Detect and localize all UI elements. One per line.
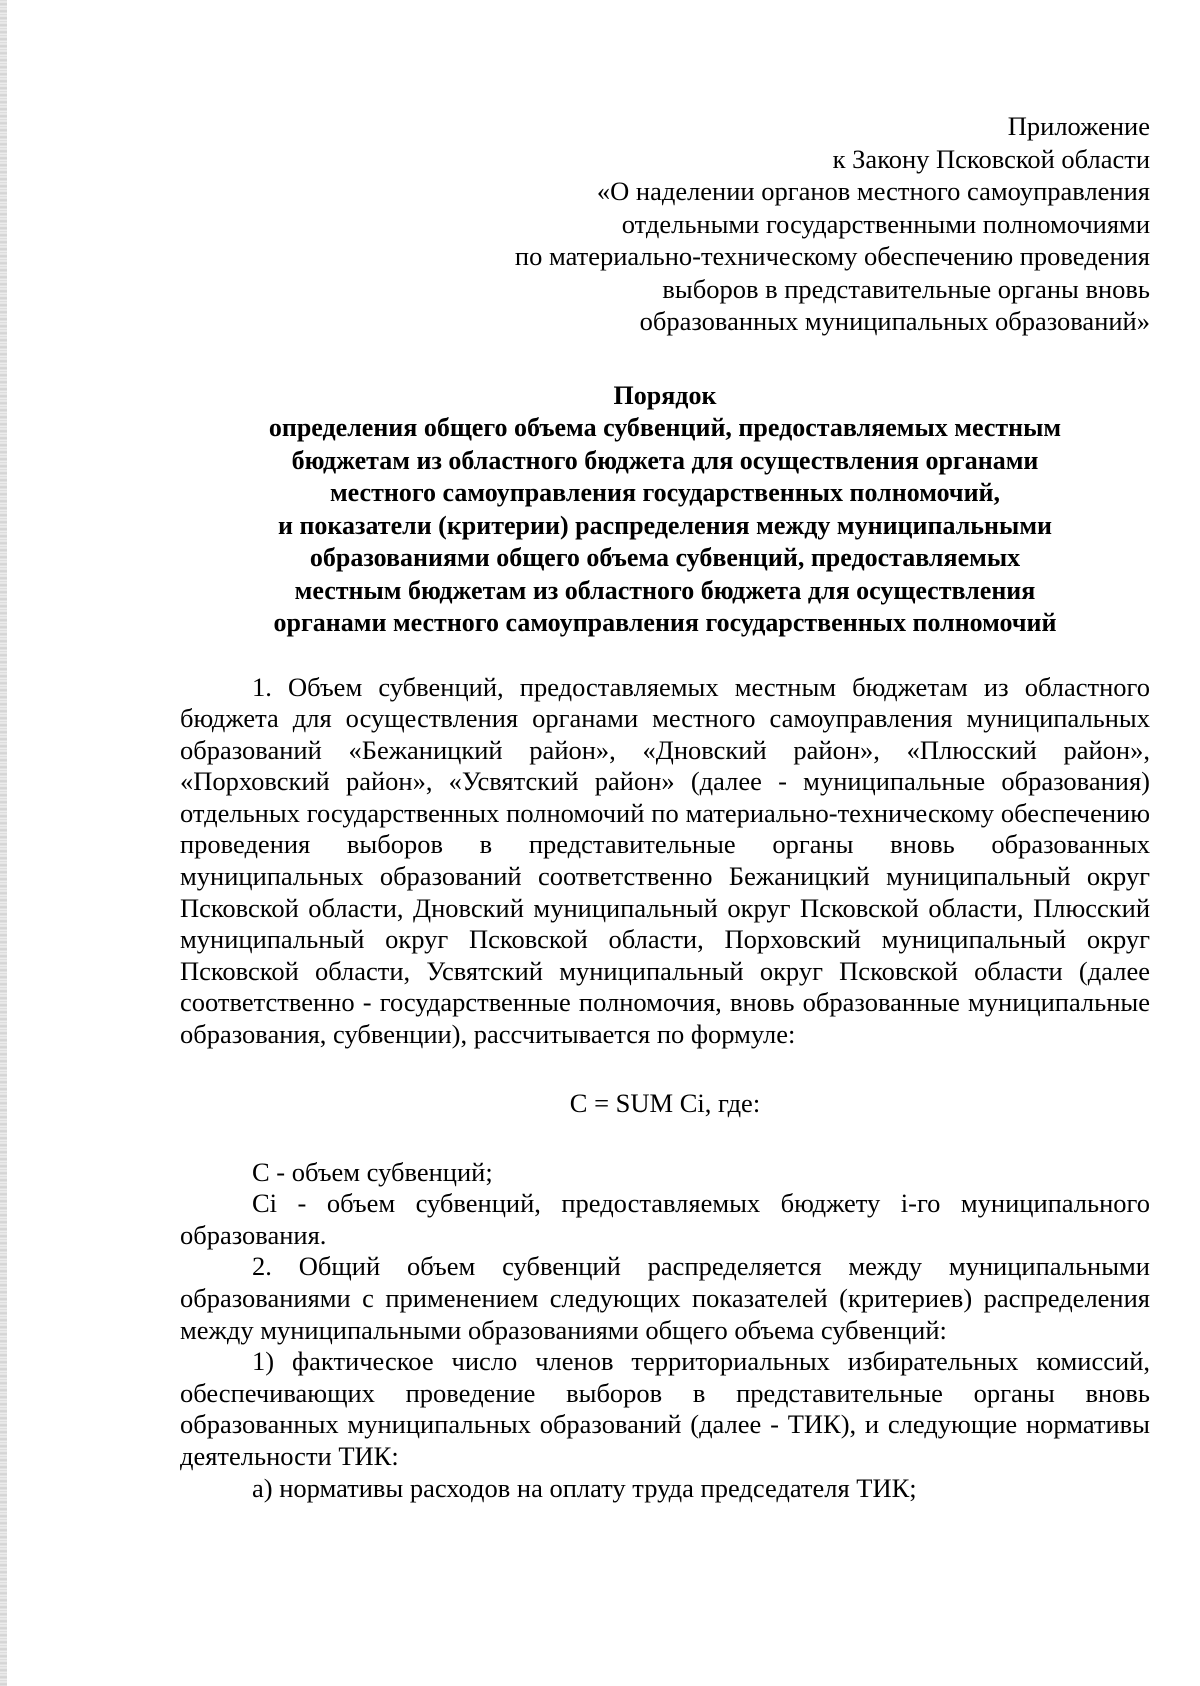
- appendix-header: [180, 110, 1150, 338]
- paragraph-2: 2. Общий объем субвенций распределяется между муниципальными образованиями с применением следующих показателей (критериев) распределения между муниципальными образованиями общего объема субвенций:: [180, 1251, 1150, 1345]
- appendix-header-line: Приложение: [1007, 111, 1150, 141]
- title-main: Порядок: [613, 380, 717, 410]
- title-line: местным бюджетам из областного бюджета для осуществления: [294, 575, 1036, 605]
- scan-edge: [0, 0, 7, 1686]
- appendix-header-line: выборов в представительные органы вновь: [662, 273, 1150, 304]
- title-line: местного самоуправления государственных полномочий,: [329, 478, 1001, 507]
- variable-ci-definition: Ci - объем субвенций, предоставляемых бюджету i-го муниципального образования.: [180, 1188, 1150, 1250]
- list-item-1: 1) фактическое число членов территориальных избирательных комиссий, обеспечивающих проведение выборов в представительные органы вновь образованных муниципальных образований (далее - ТИК), и следующие нормативы деятельности ТИК:: [180, 1346, 1150, 1471]
- document-page: [180, 110, 1150, 1504]
- appendix-header-line: отдельными государственными полномочиями: [621, 208, 1150, 239]
- appendix-header-line: к Закону Псковской области: [832, 143, 1150, 174]
- title-line: определения общего объема субвенций, предоставляемых местным: [268, 413, 1062, 442]
- document-title: [180, 380, 1150, 640]
- appendix-header-line: по материально-техническому обеспечению проведения: [514, 241, 1150, 271]
- title-line: органами местного самоуправления государственных полномочий: [273, 608, 1057, 637]
- title-line: бюджетам из областного бюджета для осуществления органами: [291, 445, 1039, 475]
- list-item-a: а) нормативы расходов на оплату труда председателя ТИК;: [252, 1472, 917, 1503]
- document-body: [180, 672, 1150, 1505]
- paragraph-1: 1. Объем субвенций, предоставляемых местным бюджетам из областного бюджета для осуществления органами местного самоуправления муниципальных образований «Бежаницкий район», «Дновский район», «Плюсский район», «Порховский район», «Усвятский район» (далее - муниципальные образования) отдельных государственных полномочий по материально-техническому обеспечению проведения выборов в представительные органы вновь образованных муниципальных образований соответственно Бежаницкий муниципальный округ Псковской области, Дновский муниципальный округ Псковской области, Плюсский муниципальный округ Псковской области, Порховский муниципальный округ Псковской области, Усвятский муниципальный округ Псковской области (далее соответственно - государственные полномочия, вновь образованные муниципальные образования, субвенции), рассчитывается по формуле:: [180, 671, 1150, 1050]
- title-line: и показатели (критерии) распределения между муниципальными: [277, 510, 1053, 540]
- variable-c-definition: С - объем субвенций;: [252, 1156, 493, 1187]
- appendix-header-line: «О наделении органов местного самоуправления: [596, 176, 1150, 206]
- formula: С = SUM Ci, где:: [569, 1087, 761, 1118]
- appendix-header-line: образованных муниципальных образований»: [639, 306, 1150, 336]
- title-line: образованиями общего объема субвенций, предоставляемых: [309, 543, 1021, 572]
